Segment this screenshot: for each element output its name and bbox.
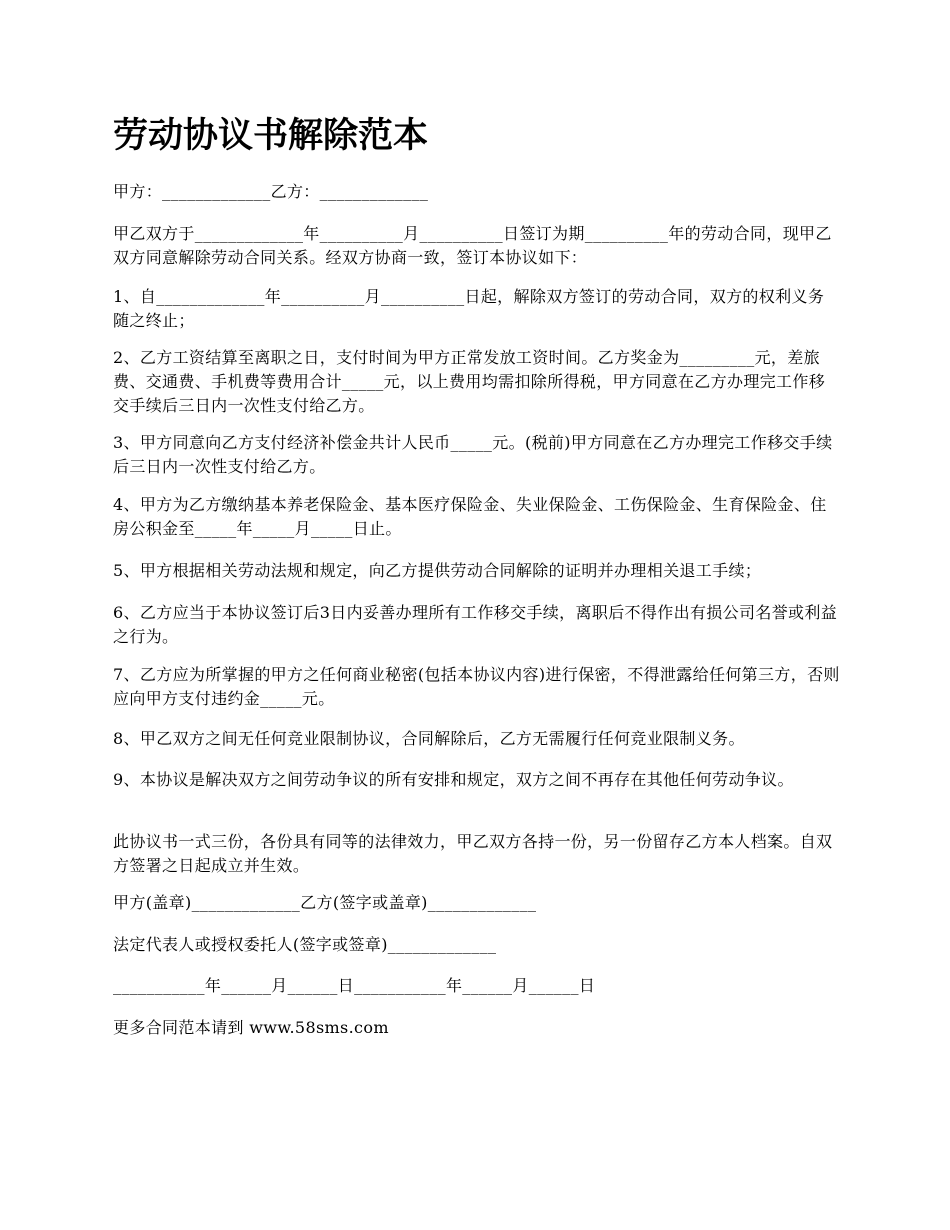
clause-5: 5、甲方根据相关劳动法规和规定，向乙方提供劳动合同解除的证明并办理相关退工手续；	[113, 561, 762, 580]
clause-8: 8、甲乙双方之间无任何竞业限制协议，合同解除后，乙方无需履行任何竞业限制义务。	[113, 729, 745, 748]
clause-4: 4、甲方为乙方缴纳基本养老保险金、基本医疗保险金、失业保险金、工伤保险金、生育保险金、住房公积金至_____年_____月_____日止。	[113, 495, 827, 538]
clause-6: 6、乙方应当于本协议签订后3日内妥善办理所有工作移交手续，离职后不得作出有损公司名誉或利益之行为。	[113, 603, 838, 646]
clause-7: 7、乙方应为所掌握的甲方之任何商业秘密(包括本协议内容)进行保密，不得泄露给任何第三方，否则应向甲方支付违约金_____元。	[113, 665, 840, 708]
footer-link-text: 更多合同范本请到 www.58sms.com	[113, 1018, 389, 1037]
closing-paragraph: 此协议书一式三份，各份具有同等的法律效力，甲乙双方各持一份，另一份留存乙方本人档案。自双方签署之日起成立并生效。	[113, 832, 833, 875]
signature-representative-line: 法定代表人或授权委托人(签字或签章)_____________	[113, 935, 497, 954]
parties-line: 甲方：_____________乙方：_____________	[113, 182, 429, 201]
document-title: 劳动协议书解除范本	[113, 115, 429, 156]
clause-1: 1、自_____________年__________月__________日起，解除双方签订的劳动合同，双方的权利义务随之终止；	[113, 287, 825, 330]
clause-9: 9、本协议是解决双方之间劳动争议的所有安排和规定，双方之间不再存在其他任何劳动争议。	[113, 770, 794, 789]
intro-paragraph: 甲乙双方于_____________年__________月__________日签订为期__________年的劳动合同，现甲乙双方同意解除劳动合同关系。经双方协商一致，签订本协议如下：	[113, 224, 832, 267]
clause-2: 2、乙方工资结算至离职之日，支付时间为甲方正常发放工资时间。乙方奖金为_________元，差旅费、交通费、手机费等费用合计_____元，以上费用均需扣除所得税，甲方同意在乙方办理完工作移交手续后三日内一次性支付给乙方。	[113, 348, 826, 415]
signature-dates-line: ___________年______月______日___________年______月______日	[113, 976, 596, 995]
clause-3: 3、甲方同意向乙方支付经济补偿金共计人民币_____元。(税前)甲方同意在乙方办理完工作移交手续后三日内一次性支付给乙方。	[113, 433, 833, 476]
signature-parties-line: 甲方(盖章)_____________乙方(签字或盖章)_____________	[113, 893, 537, 912]
